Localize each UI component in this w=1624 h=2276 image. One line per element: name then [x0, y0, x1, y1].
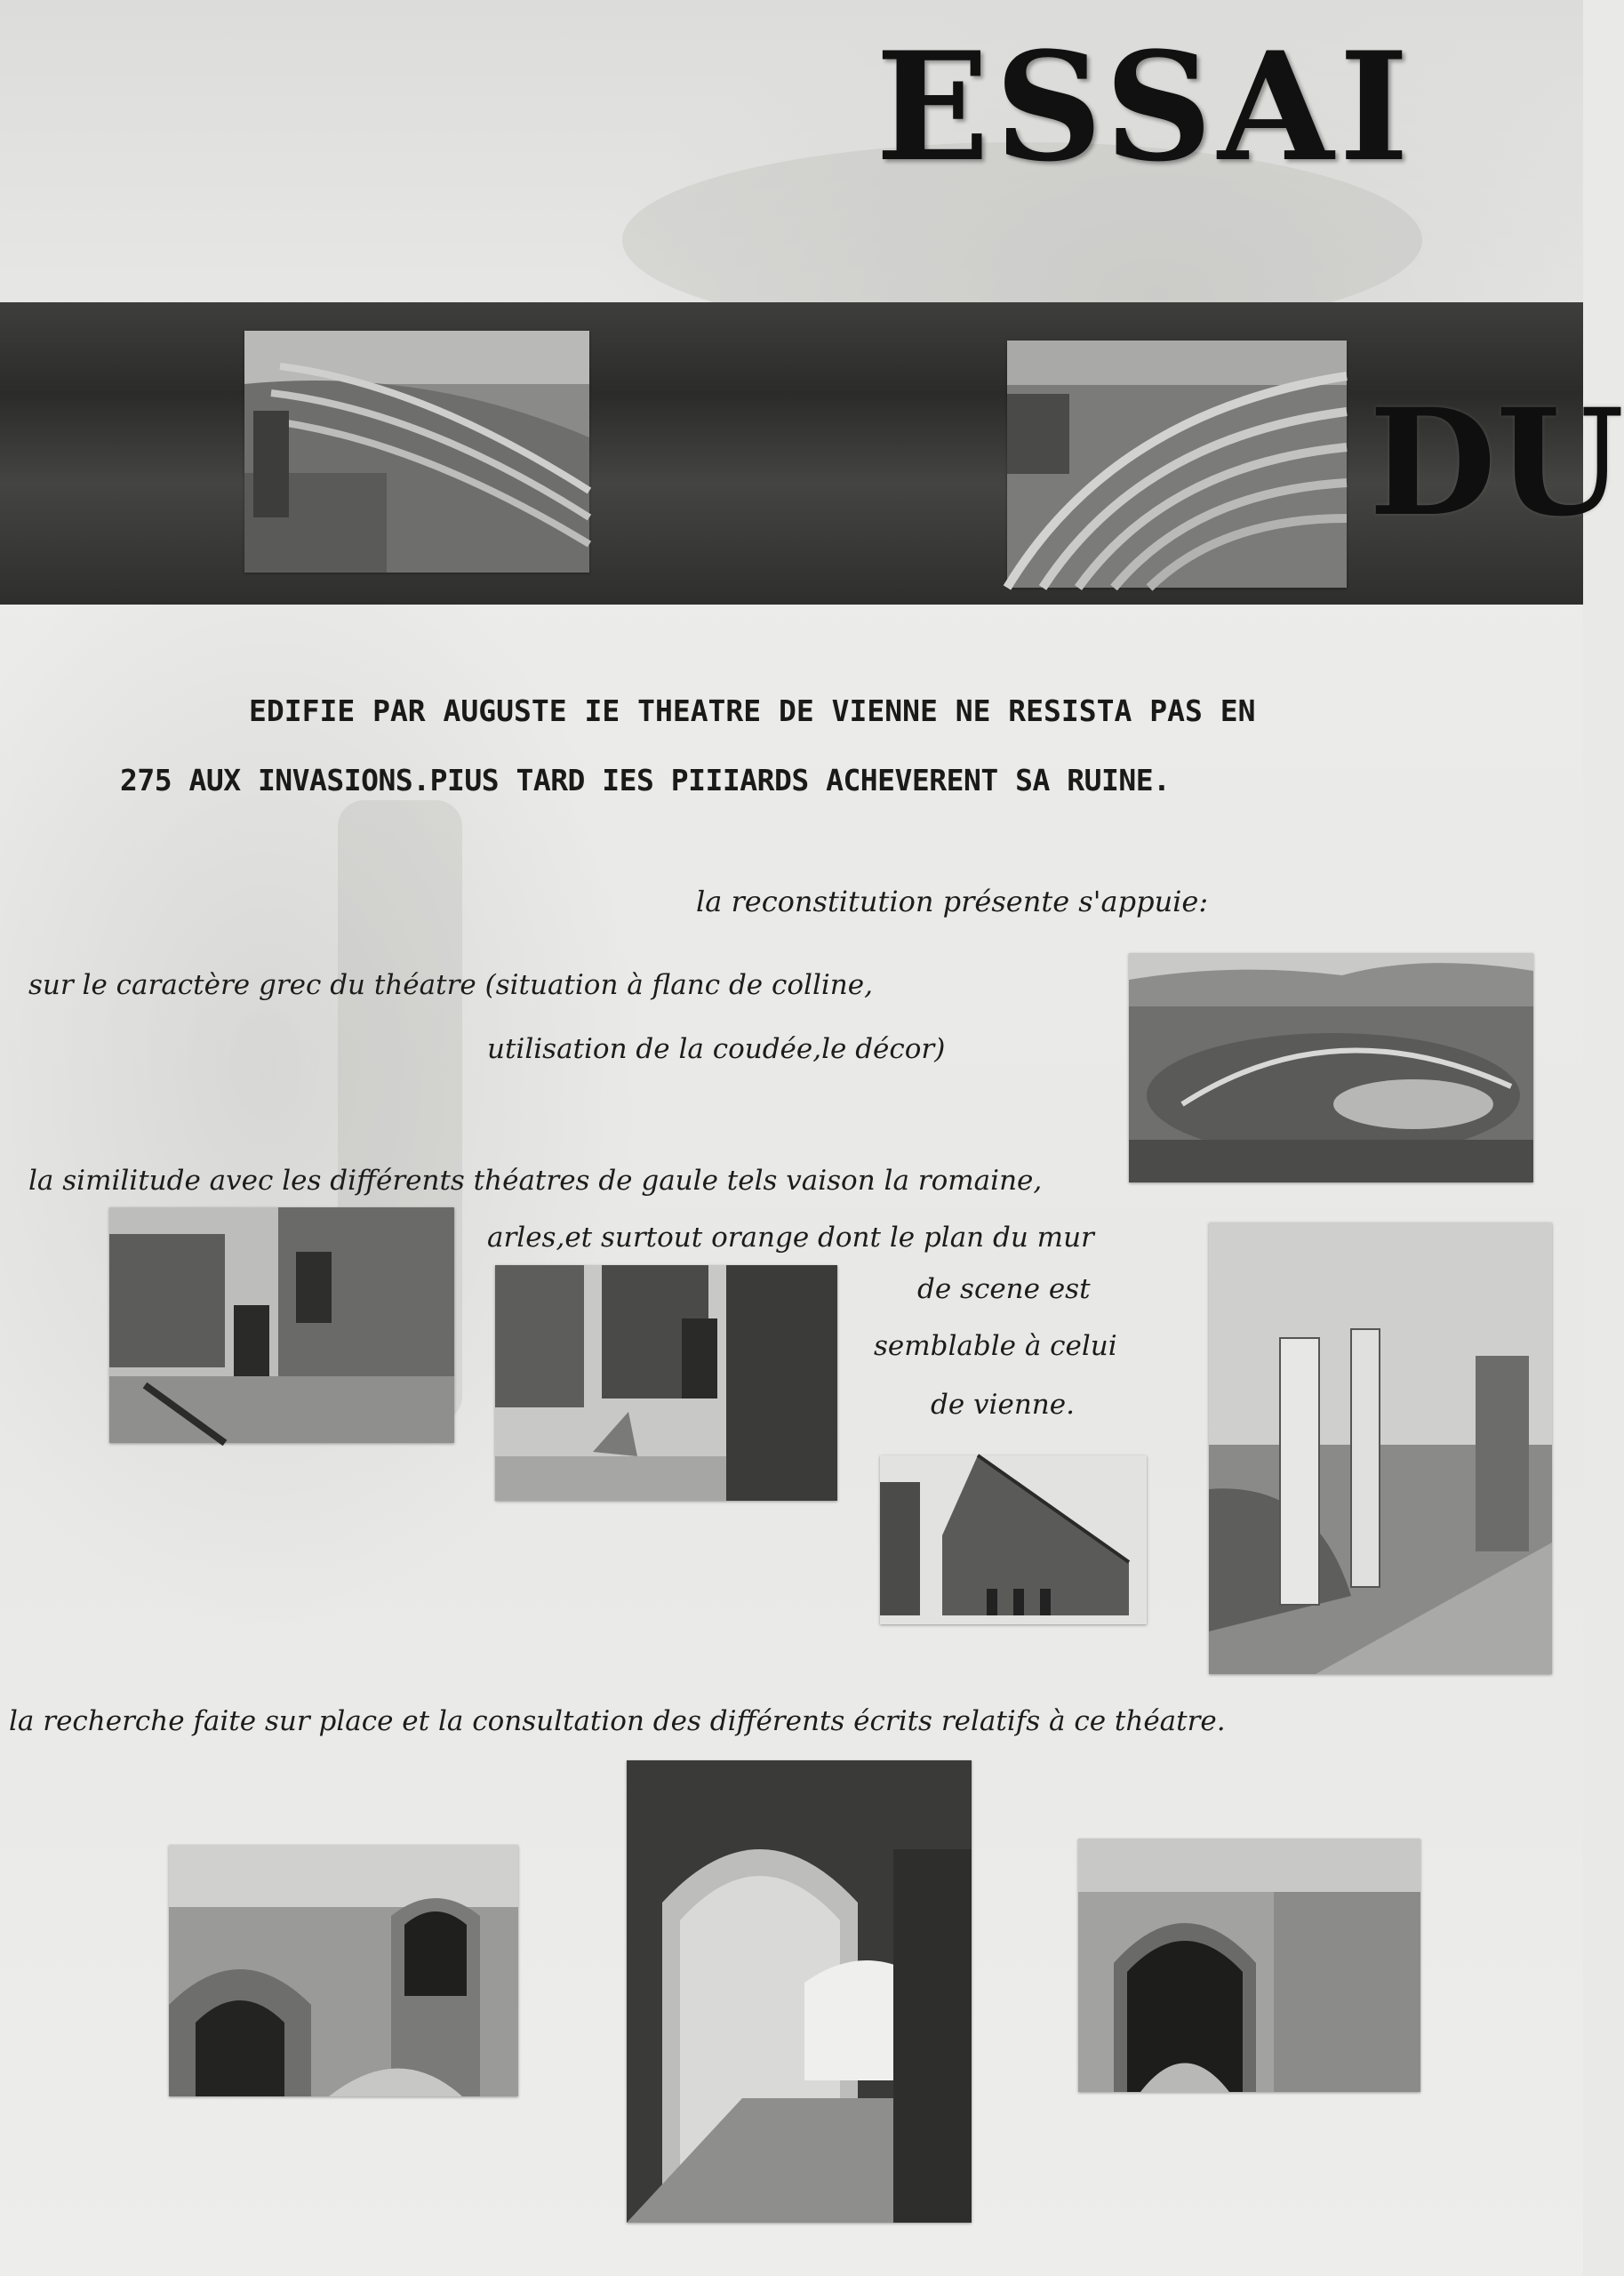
point-2-line-3: de scene est: [917, 1273, 1091, 1305]
intro-line-1: EDIFIE PAR AUGUSTE IE THEATRE DE VIENNE NE RESISTA PAS EN: [249, 693, 1256, 728]
point-2-line-2: arles,et surtout orange dont le plan du mur: [487, 1222, 1094, 1254]
photo-theatre-seating-left: [244, 331, 589, 573]
photo-ruins-stage-wall: [109, 1207, 454, 1443]
point-1-line-2: utilisation de la coudée,le décor): [487, 1033, 946, 1065]
point-1-line-1: sur le caractère grec du théatre (situation à flanc de colline,: [28, 969, 873, 1001]
photo-vaulted-corridor: [627, 1760, 972, 2223]
intro-line-2: 275 AUX INVASIONS.PIUS TARD IES PIIIARDS ACHEVERENT SA RUINE.: [120, 763, 1171, 797]
photo-columns-cavea: [1209, 1222, 1552, 1674]
point-2-line-4: semblable à celui: [874, 1330, 1117, 1362]
point-2-line-1: la similitude avec les différents théatres de gaule tels vaison la romaine,: [28, 1165, 1043, 1197]
poster-title: ESSAI: [876, 19, 1414, 195]
reconstitution-heading: la reconstitution présente s'appuie:: [696, 885, 1209, 918]
photo-arch-passage-left: [169, 1845, 518, 2096]
band-lettering: DU: [1369, 376, 1624, 549]
photo-hillside-landscape: [1129, 953, 1533, 1182]
point-2-line-5: de vienne.: [931, 1389, 1075, 1421]
photo-ruins-stairs: [495, 1265, 837, 1501]
point-3-line-1: la recherche faite sur place et la consultation des différents écrits relatifs à ce théatre.: [9, 1705, 1226, 1737]
photo-arch-passage-right: [1078, 1839, 1420, 2092]
photo-theatre-cavea-right: [1007, 341, 1347, 588]
photo-theatre-facade: [880, 1455, 1147, 1624]
